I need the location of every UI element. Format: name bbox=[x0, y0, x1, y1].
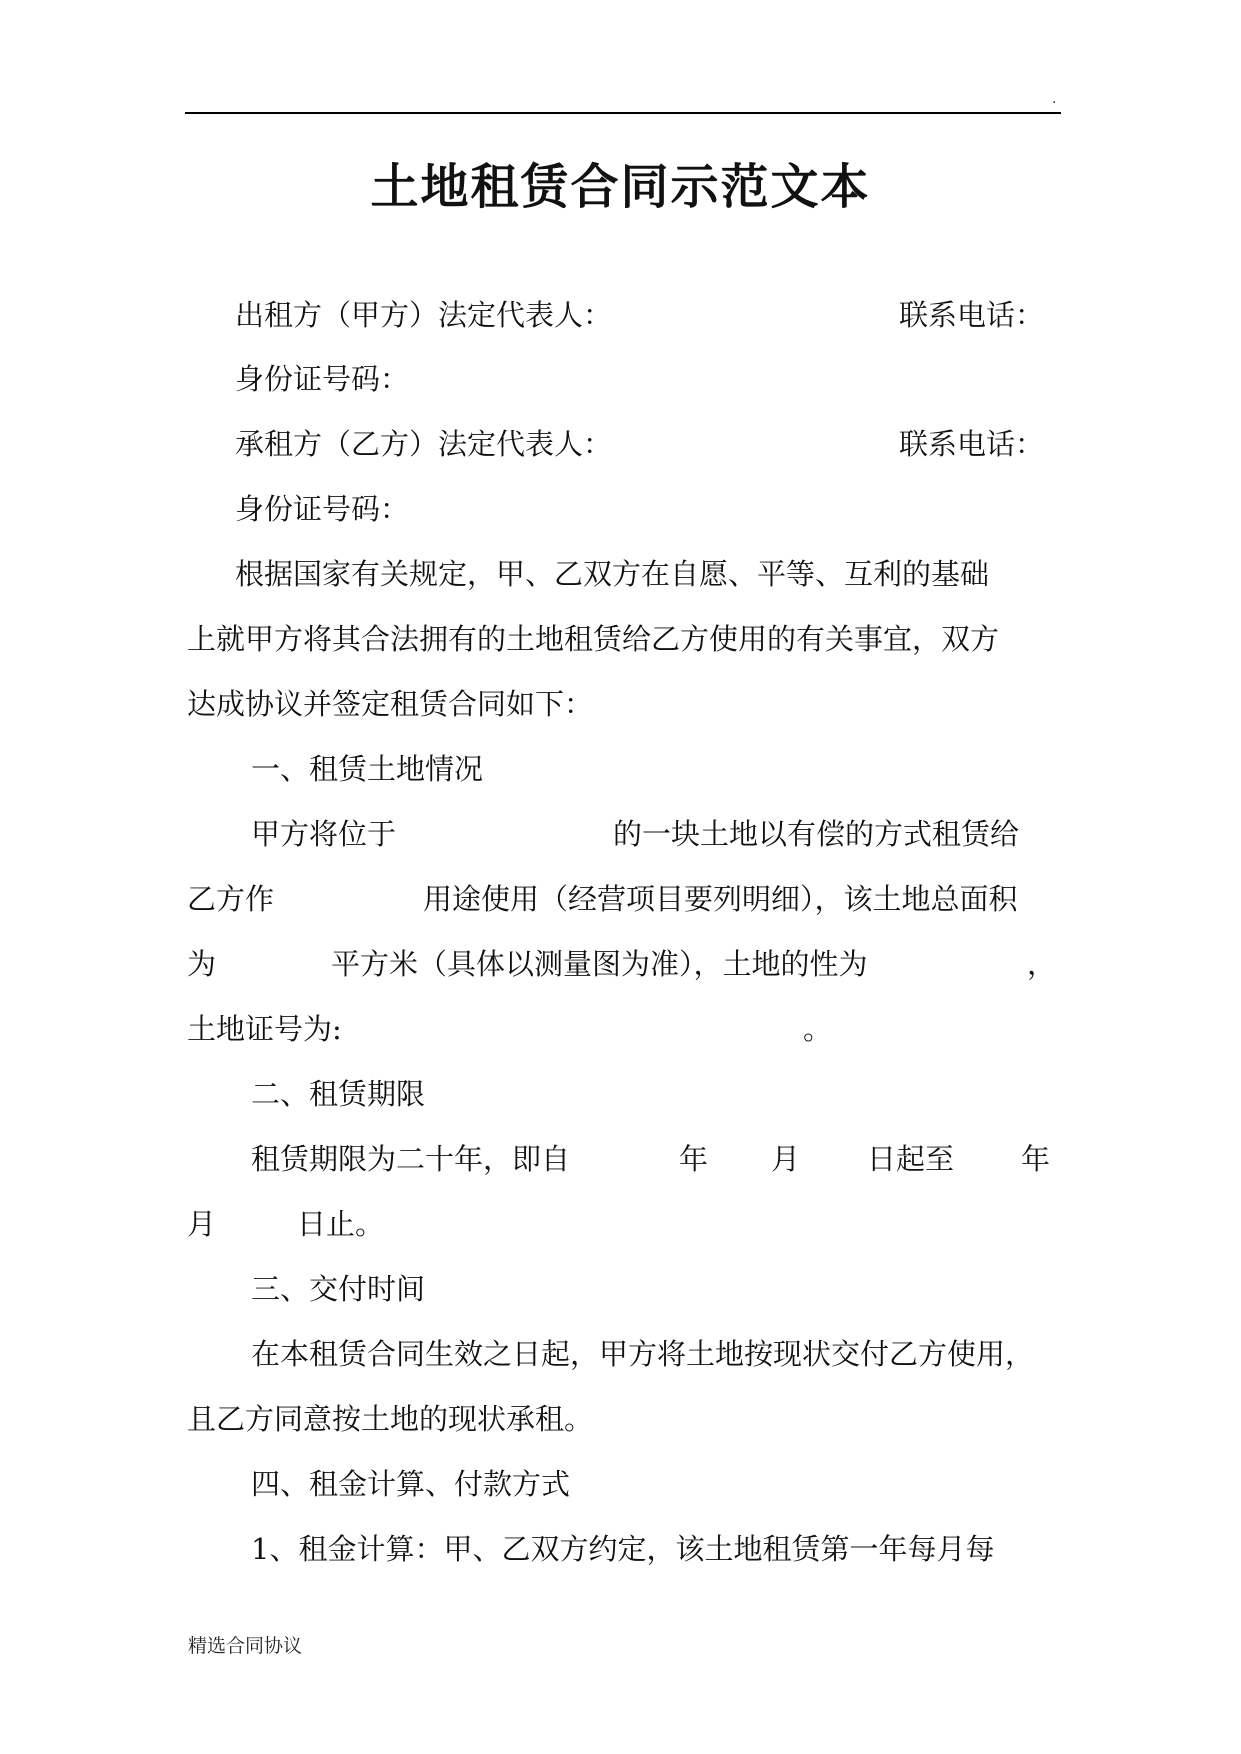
delivery-text-1: 在本租赁合同生效之日起，甲方将土地按现状交付乙方使用， bbox=[251, 1337, 1035, 1371]
purpose-label: 乙方作 bbox=[187, 882, 275, 916]
page-footer: 精选合同协议 bbox=[188, 1635, 303, 1657]
term-text: 租赁期限为二十年，即自 bbox=[251, 1142, 571, 1176]
term-end-year: 年 bbox=[1021, 1142, 1051, 1176]
lessee-rep-label: 承租方（乙方）法定代表人： bbox=[235, 427, 613, 461]
term-end-month: 月 bbox=[187, 1207, 217, 1241]
lessor-phone-label: 联系电话： bbox=[899, 298, 1045, 332]
lessee-phone-label: 联系电话： bbox=[899, 427, 1045, 461]
land-cert-period: 。 bbox=[803, 1012, 833, 1046]
location-label: 甲方将位于 bbox=[251, 817, 397, 851]
purpose-text: 用途使用（经营项目要列明细），该土地总面积 bbox=[423, 882, 1018, 916]
document-title: 土地租赁合同示范文本 bbox=[370, 159, 871, 215]
land-cert-label: 土地证号为: bbox=[187, 1012, 342, 1046]
header-rule bbox=[185, 112, 1061, 114]
lessor-id-label: 身份证号码： bbox=[235, 362, 410, 396]
preamble-text-3: 达成协议并签定租赁合同如下： bbox=[187, 687, 594, 721]
preamble-text-1: 根据国家有关规定，甲、乙双方在自愿、平等、互利的基础 bbox=[235, 557, 990, 591]
section-4-heading: 四、租金计算、付款方式 bbox=[251, 1467, 571, 1501]
rent-calc-text: 1、租金计算：甲、乙双方约定，该土地租赁第一年每月每 bbox=[251, 1532, 995, 1566]
area-prefix: 为 bbox=[187, 947, 217, 981]
section-2-heading: 二、租赁期限 bbox=[251, 1077, 426, 1111]
preamble-text-2: 上就甲方将其合法拥有的土地租赁给乙方使用的有关事宜，双方 bbox=[187, 622, 1000, 656]
lessee-id-label: 身份证号码： bbox=[235, 492, 410, 526]
area-comma: ， bbox=[1027, 947, 1057, 981]
section-3-heading: 三、交付时间 bbox=[251, 1272, 426, 1306]
lessor-rep-label: 出租方（甲方）法定代表人： bbox=[235, 298, 613, 332]
section-1-heading: 一、租赁土地情况 bbox=[251, 752, 484, 786]
delivery-text-2: 且乙方同意按土地的现状承租。 bbox=[187, 1402, 594, 1436]
term-start-day: 日起至 bbox=[867, 1142, 955, 1176]
term-end-day: 日止。 bbox=[297, 1207, 385, 1241]
header-mark: . bbox=[1052, 91, 1057, 107]
term-start-month: 月 bbox=[771, 1142, 801, 1176]
area-text: 平方米（具体以测量图为准），土地的性为 bbox=[331, 947, 868, 981]
term-start-year: 年 bbox=[679, 1142, 709, 1176]
lease-method-text: 的一块土地以有偿的方式租赁给 bbox=[613, 817, 1020, 851]
